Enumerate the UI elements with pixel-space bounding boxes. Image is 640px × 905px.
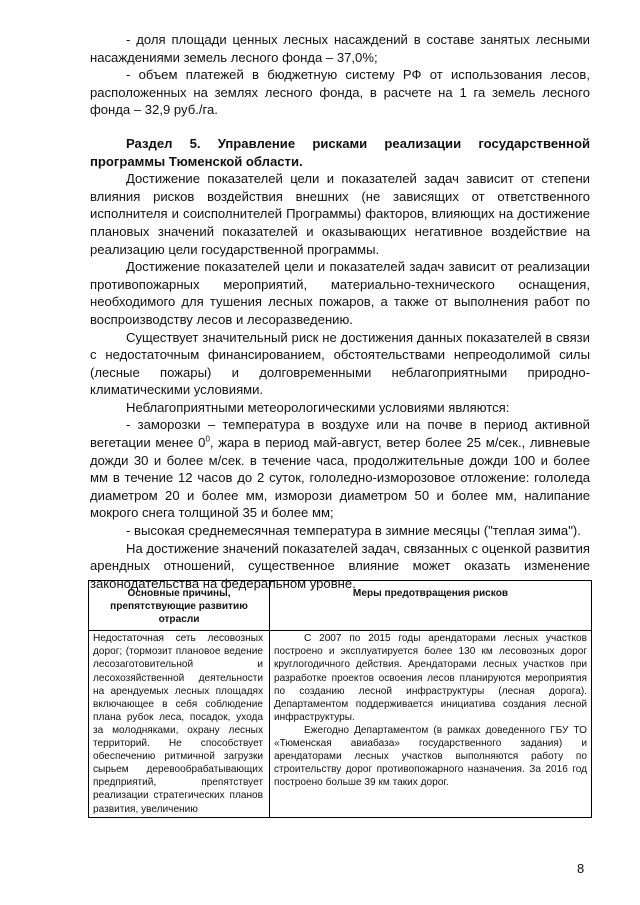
paragraph-weather-intro: Неблагоприятными метеорологическими условиями являются: [126, 399, 510, 415]
section-title: Раздел 5. Управление рисками реализации государственной программы Тюменской области. [90, 135, 590, 169]
cell-measures [270, 631, 592, 817]
frost-text-end: , жара в период май-август, ветер более 25 м/сек., ливневые дожди 30 и более м/сек. в течение часа, продолжительные дожди 100 и более мм в течение 12 часов до 2 суток, гололедно-изморозовое отложение: гололеда диаметром 20 и более мм, изморози диаметром 50 и более мм, налипание мокрого снега толщиной 35 и более мм; [90, 435, 590, 521]
paragraph-legislation: На достижение значений показателей задач, связанных с оценкой развития арендных отношений, существенное влияние может оказать изменение законодательства на федеральном уровне. [90, 540, 590, 591]
header-causes: Основные причины, препятствующие развитию отрасли [89, 581, 270, 631]
bullet-budget-payments: - объем платежей в бюджетную систему РФ от использования лесов, расположенных на землях лесного фонда, в расчете на 1 га земель лесного фонда – 32,9 руб./га. [90, 67, 590, 118]
paragraph-significant-risk: Существует значительный риск не достижения данных показателей в связи с недостаточным финансированием, обстоятельствами непреодолимой силы (лесные пожары) и долговременными неблагоприятными природно-климатическими условиями. [90, 329, 590, 398]
degree-superscript: 0 [205, 434, 210, 444]
measures-paragraph-fire-roads: Ежегодно Департаментом (в рамках доведенного ГБУ ТО «Тюменская авиабаза» государственного задания) и арендаторами лесных участков выполняются работу по строительству дорог противопожарного назначения. За 2016 год построено больше 39 км таких дорог. [274, 724, 587, 789]
paragraph-fire-measures: Достижение показателей цели и показателей задач зависит от реализации противопожарных мероприятий, материально-технического оснащения, необходимого для тушения лесных пожаров, а также от выполнения работ по воспроизводству лесов и лесоразведению. [90, 259, 590, 327]
header-measures: Меры предотвращения рисков [270, 581, 592, 631]
page-number: 8 [577, 861, 585, 876]
paragraph-external-risks: Достижение показателей цели и показателей задач зависит от степени влияния рисков воздействия внешних (не зависящих от ответственного исполнителя и соисполнителей Программы) факторов, влияющих на достижение плановых значений показателей и оказывающих негативное воздействие на реализацию цели государственной программы. [90, 171, 590, 257]
bullet-valuable-forest-share: - доля площади ценных лесных насаждений в составе занятых лесными насаждениями земель лесного фонда – 37,0%; [90, 32, 590, 65]
bullet-frost-conditions [90, 416, 590, 522]
frost-text-start: - заморозки – температура в воздухе или на почве в период активной вегетации менее 0 [90, 417, 590, 451]
measures-paragraph-roads: С 2007 по 2015 годы арендаторами лесных участков построено и эксплуатируется более 130 км лесовозных дорог круглогодичного действия. Арендаторами лесных участков при разработке проектов освоения лесов планируются мероприятия по созданию лесной инфраструктуры (лесная дорога). Департаментом поддерживается инициатива создания лесной инфраструктуры. [274, 633, 587, 723]
cell-causes: Недостаточная сеть лесовозных дорог; (тормозит плановое ведение лесозаготовительной и лесохозяйственной деятельности на арендуемых лесных площадях включающее в себя соблюдение плана рубок леса, посадок, ухода за молодняками, охрану лесных территорий. Не способствует обеспечению ритмичной загрузки сырьем деревообрабатывающих предприятий, препятствует реализации стратегических планов развития, увеличению [89, 631, 270, 817]
risks-table [88, 580, 592, 818]
bullet-warm-winter: - высокая среднемесячная температура в зимние месяцы ("теплая зима"). [126, 523, 581, 539]
document-body [90, 31, 590, 592]
table-row [89, 631, 592, 817]
table-header-row [89, 581, 592, 631]
